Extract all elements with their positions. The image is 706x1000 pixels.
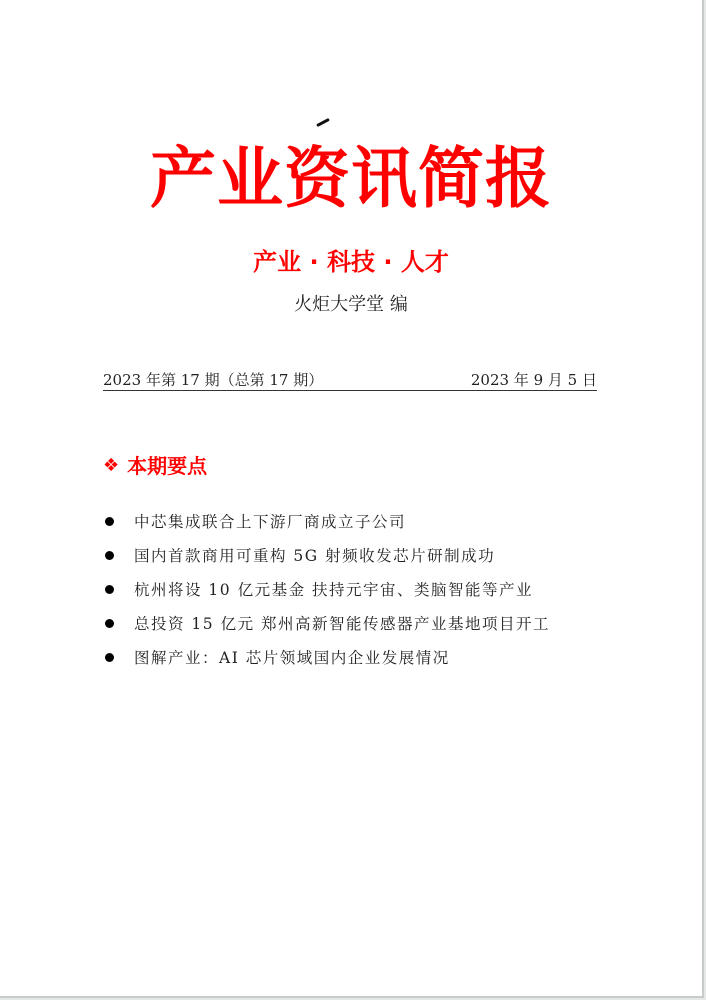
issue-info-line	[103, 368, 597, 391]
bullet-icon	[105, 551, 114, 560]
section-heading-label: 本期要点	[127, 454, 208, 478]
list-item	[103, 572, 550, 606]
issue-date: 2023 年 9 月 5 日	[470, 371, 597, 389]
list-item-text: 中芯集成联合上下游厂商成立子公司	[134, 513, 407, 531]
list-item	[103, 640, 550, 674]
list-item-text: 国内首款商用可重构 5G 射频收发芯片研制成功	[134, 547, 496, 565]
document-subtitle: 产业 · 科技 · 人才	[253, 248, 449, 276]
issue-number: 2023 年第 17 期（总第 17 期）	[103, 371, 324, 389]
list-item-text: 总投资 15 亿元 郑州高新智能传感器产业基地项目开工	[134, 615, 551, 633]
list-item	[103, 538, 550, 572]
editor-credit: 火炬大学堂 编	[294, 294, 408, 315]
list-item-text: 图解产业：AI 芯片领域国内企业发展情况	[134, 649, 450, 667]
bullet-icon	[105, 653, 114, 662]
bullet-icon	[105, 585, 114, 594]
bullet-icon	[105, 517, 114, 526]
list-item-text: 杭州将设 10 亿元基金 扶持元宇宙、类脑智能等产业	[134, 581, 534, 599]
list-item	[103, 606, 550, 640]
document-title: 产业资讯简报	[150, 139, 552, 217]
highlights-list	[103, 504, 550, 674]
four-diamond-icon: ❖	[103, 455, 120, 476]
bullet-icon	[105, 619, 114, 628]
list-item	[103, 504, 550, 538]
section-heading	[103, 452, 207, 480]
pen-stroke-mark	[316, 118, 330, 127]
